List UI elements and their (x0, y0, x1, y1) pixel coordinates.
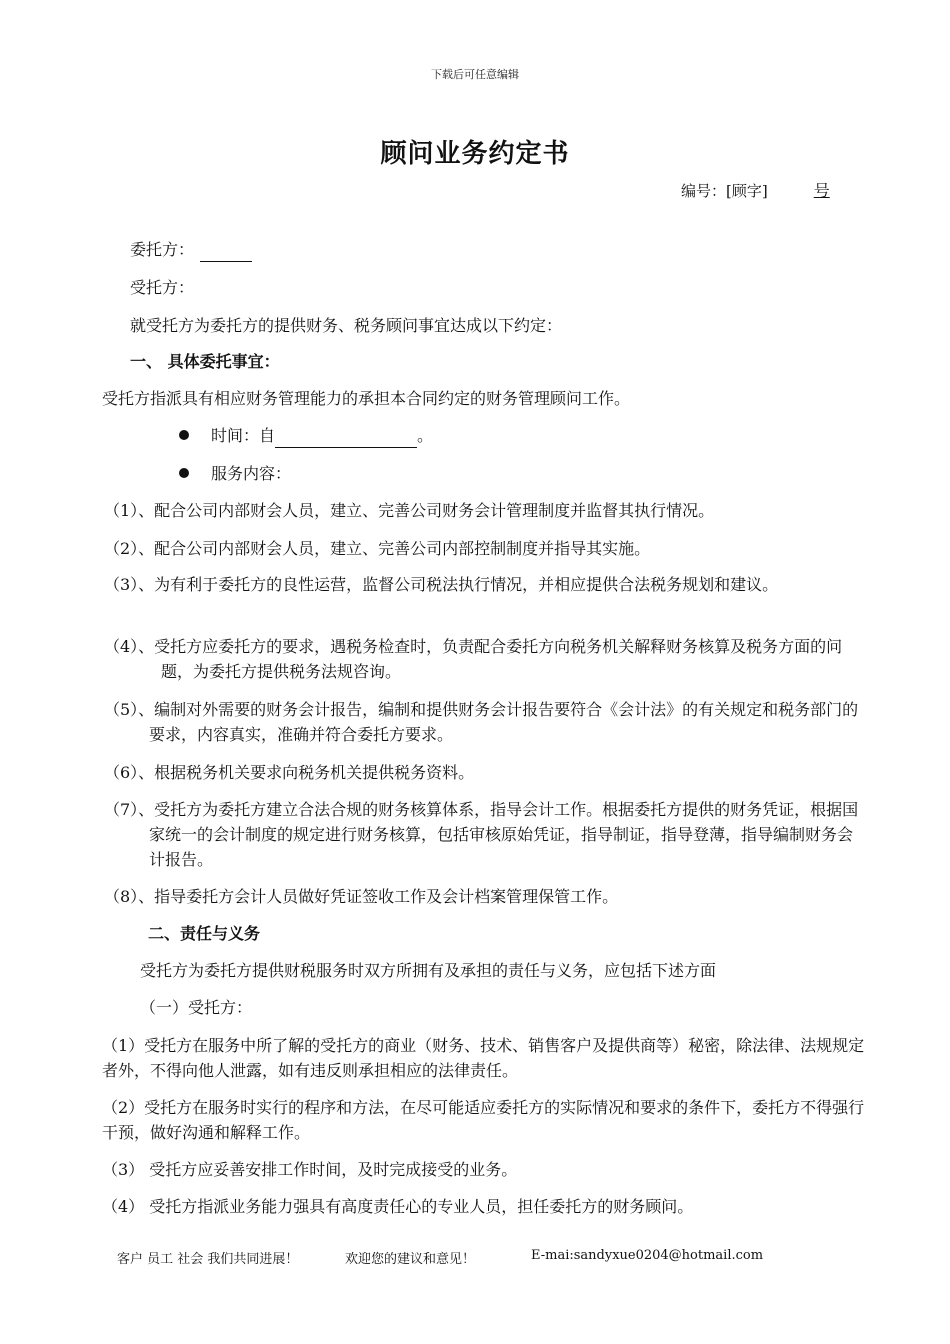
footer-email: E-mai:sandyxue0204@hotmail.com (531, 1248, 764, 1263)
section2-heading: 二、责任与义务 (148, 924, 261, 943)
agent-party: 受托方： (130, 278, 195, 297)
service-item (179, 462, 291, 486)
service-item-3: （3）、为有利于委托方的良性运营，监督公司税法执行情况，并相应提供合法税务规划和建议。 (104, 575, 779, 594)
duty-item-3: （3） 受托方应妥善安排工作时间，及时完成接受的业务。 (102, 1160, 518, 1179)
duty-item-1: （1）受托方在服务中所了解的受托方的商业（财务、技术、销售客户及提供商等）秘密，除法律、法规规定者外，不得向他人泄露，如有违反则承担相应的法律责任。 (102, 1036, 865, 1080)
bullet-icon (179, 468, 189, 478)
document-title: 顾问业务约定书 (380, 139, 570, 169)
service-item-8: （8）、指导委托方会计人员做好凭证签收工作及会计档案管理保管工作。 (104, 887, 619, 906)
service-item-4: （4）、受托方应委托方的要求，遇税务检查时，负责配合委托方向税务机关解释财务核算及税务方面的问题，为委托方提供税务法规咨询。 (104, 637, 843, 681)
service-item-7: （7）、受托方为委托方建立合法合规的财务核算体系，指导会计工作。根据委托方提供的财务凭证，根据国家统一的会计制度的规定进行财务核算，包括审核原始凭证，指导制证，指导登薄，指导编制财务会计报告。 (104, 800, 859, 869)
intro-text: 就受托方为委托方的提供财务、税务顾问事宜达成以下约定： (130, 316, 563, 335)
time-label: 时间：自 (211, 426, 276, 445)
bullet-icon (179, 430, 189, 440)
service-label: 服务内容： (211, 464, 292, 483)
service-item-5: （5）、编制对外需要的财务会计报告，编制和提供财务会计报告要符合《会计法》的有关规定和税务部门的要求，内容真实，准确并符合委托方要求。 (104, 700, 859, 744)
service-item-1: （1）、配合公司内部财会人员，建立、完善公司财务会计管理制度并监督其执行情况。 (104, 501, 715, 520)
duty-item-4: （4） 受托方指派业务能力强具有高度责任心的专业人员，担任委托方的财务顾问。 (102, 1197, 694, 1216)
document-number-label: 编号：[顾字] (681, 182, 768, 200)
duty-item-2: （2）受托方在服务时实行的程序和方法，在尽可能适应委托方的实际情况和要求的条件下，委托方不得强行干预，做好沟通和解释工作。 (102, 1098, 865, 1142)
client-party (130, 238, 252, 262)
service-item-6: （6）、根据税务机关要求向税务机关提供税务资料。 (104, 763, 475, 782)
service-item-2: （2）、配合公司内部财会人员，建立、完善公司内部控制制度并指导其实施。 (104, 539, 651, 558)
document-number (681, 178, 830, 201)
time-blank-line (275, 429, 417, 448)
client-label: 委托方： (130, 240, 195, 259)
section2-sub-heading: （一）受托方： (140, 998, 253, 1017)
section1-text: 受托方指派具有相应财务管理能力的承担本合同约定的财务管理顾问工作。 (102, 389, 631, 408)
page-header-note: 下载后可任意编辑 (431, 68, 519, 81)
document-number-suffix: 号 (813, 181, 830, 200)
section1-heading: 一、 具体委托事宜： (130, 352, 280, 371)
time-end: 。 (417, 426, 434, 445)
footer-slogan: 客户 员工 社会 我们共同进展！ (117, 1252, 299, 1267)
footer-feedback: 欢迎您的建议和意见！ (345, 1252, 476, 1267)
client-blank-line (200, 243, 252, 262)
time-item (179, 424, 433, 448)
section2-intro: 受托方为委托方提供财税服务时双方所拥有及承担的责任与义务，应包括下述方面 (140, 961, 717, 980)
